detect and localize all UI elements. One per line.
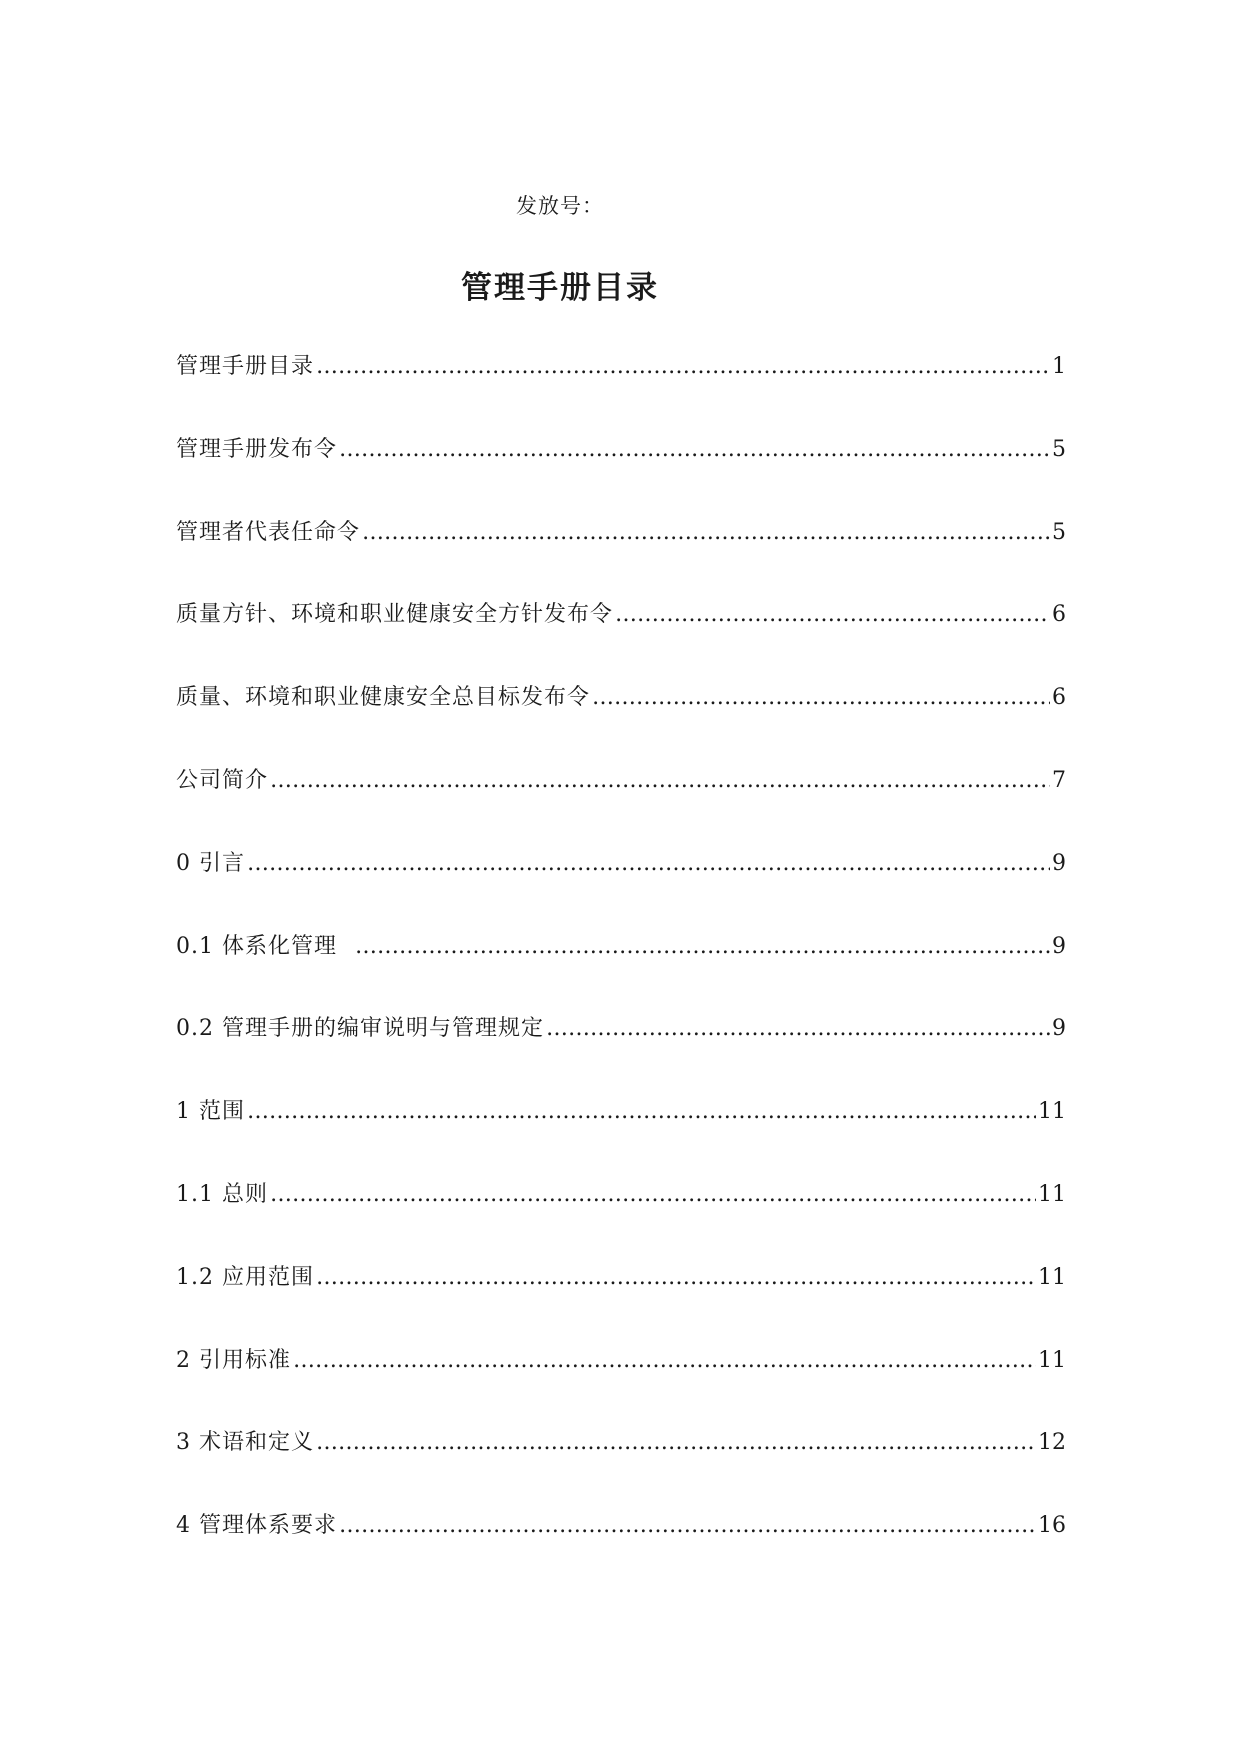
toc-dot-leader [247, 849, 1050, 879]
toc-entry-label: 管理者代表任命令 [176, 519, 361, 545]
toc-dot-leader [316, 1428, 1036, 1458]
toc-entry[interactable] [176, 1511, 1066, 1594]
toc-entry[interactable] [176, 518, 1066, 601]
toc-entry-page-number: 7 [1052, 767, 1066, 793]
toc-entry-label: 管理手册目录 [176, 354, 315, 379]
toc-entry[interactable] [176, 1180, 1066, 1263]
toc-entry[interactable] [176, 849, 1066, 932]
toc-entry[interactable] [176, 1097, 1066, 1180]
issue-number-label: 发放号： [516, 194, 604, 218]
toc-entry[interactable] [176, 600, 1066, 683]
toc-entry-page-number: 6 [1052, 685, 1066, 711]
toc-dot-leader [592, 683, 1050, 713]
toc-dot-leader [546, 1014, 1050, 1044]
toc-entry-label: 0.1 体系化管理 [176, 933, 353, 959]
toc-entry[interactable] [176, 435, 1066, 518]
toc-entry-label: 质量、环境和职业健康安全总目标发布令 [176, 685, 591, 711]
toc-entry[interactable] [176, 683, 1066, 766]
toc-entry-page-number: 1 [1052, 354, 1066, 379]
toc-entry-label: 0 引言 [176, 850, 245, 876]
toc-entry-label: 2 引用标准 [176, 1347, 291, 1373]
toc-dot-leader [362, 518, 1050, 548]
toc-entry[interactable] [176, 1014, 1066, 1097]
toc-entry-page-number: 11 [1038, 1181, 1066, 1207]
toc-dot-leader [615, 600, 1050, 630]
toc-entry-label: 质量方针、环境和职业健康安全方针发布令 [176, 602, 614, 628]
toc-entry-label: 1.1 总则 [176, 1181, 268, 1207]
toc-entry-page-number: 16 [1038, 1513, 1066, 1539]
toc-entry-page-number: 11 [1038, 1264, 1066, 1290]
toc-entry-page-number: 9 [1052, 1016, 1066, 1042]
toc-dot-leader [270, 1180, 1036, 1210]
toc-entry[interactable] [176, 932, 1066, 1015]
page-title: 管理手册目录 [461, 270, 659, 306]
toc-entry-page-number: 12 [1038, 1430, 1066, 1456]
toc-entry[interactable] [176, 766, 1066, 849]
toc-entry[interactable] [176, 352, 1066, 435]
toc-entry-page-number: 9 [1052, 933, 1066, 959]
toc-entry-label: 管理手册发布令 [176, 436, 338, 462]
toc-entry-label: 公司简介 [176, 767, 269, 793]
toc-dot-leader [355, 932, 1050, 962]
toc-entry[interactable] [176, 1428, 1066, 1511]
toc-dot-leader [316, 352, 1050, 382]
toc-entry-label: 1 范围 [176, 1099, 245, 1125]
toc-dot-leader [247, 1097, 1036, 1127]
toc-dot-leader [339, 1511, 1036, 1541]
toc-dot-leader [316, 1263, 1036, 1293]
toc-dot-leader [293, 1346, 1036, 1376]
toc-entry-page-number: 5 [1052, 519, 1066, 545]
toc-entry[interactable] [176, 1263, 1066, 1346]
table-of-contents [176, 352, 1066, 1594]
toc-entry-page-number: 9 [1052, 850, 1066, 876]
toc-entry-label: 1.2 应用范围 [176, 1264, 314, 1290]
toc-entry-page-number: 6 [1052, 602, 1066, 628]
toc-dot-leader [270, 766, 1050, 796]
toc-entry-label: 3 术语和定义 [176, 1430, 314, 1456]
toc-entry-page-number: 5 [1052, 436, 1066, 462]
toc-dot-leader [339, 435, 1050, 465]
toc-entry-page-number: 11 [1038, 1099, 1066, 1125]
toc-entry-page-number: 11 [1038, 1347, 1066, 1373]
toc-entry-label: 4 管理体系要求 [176, 1513, 337, 1539]
toc-entry[interactable] [176, 1346, 1066, 1429]
toc-entry-label: 0.2 管理手册的编审说明与管理规定 [176, 1016, 544, 1042]
